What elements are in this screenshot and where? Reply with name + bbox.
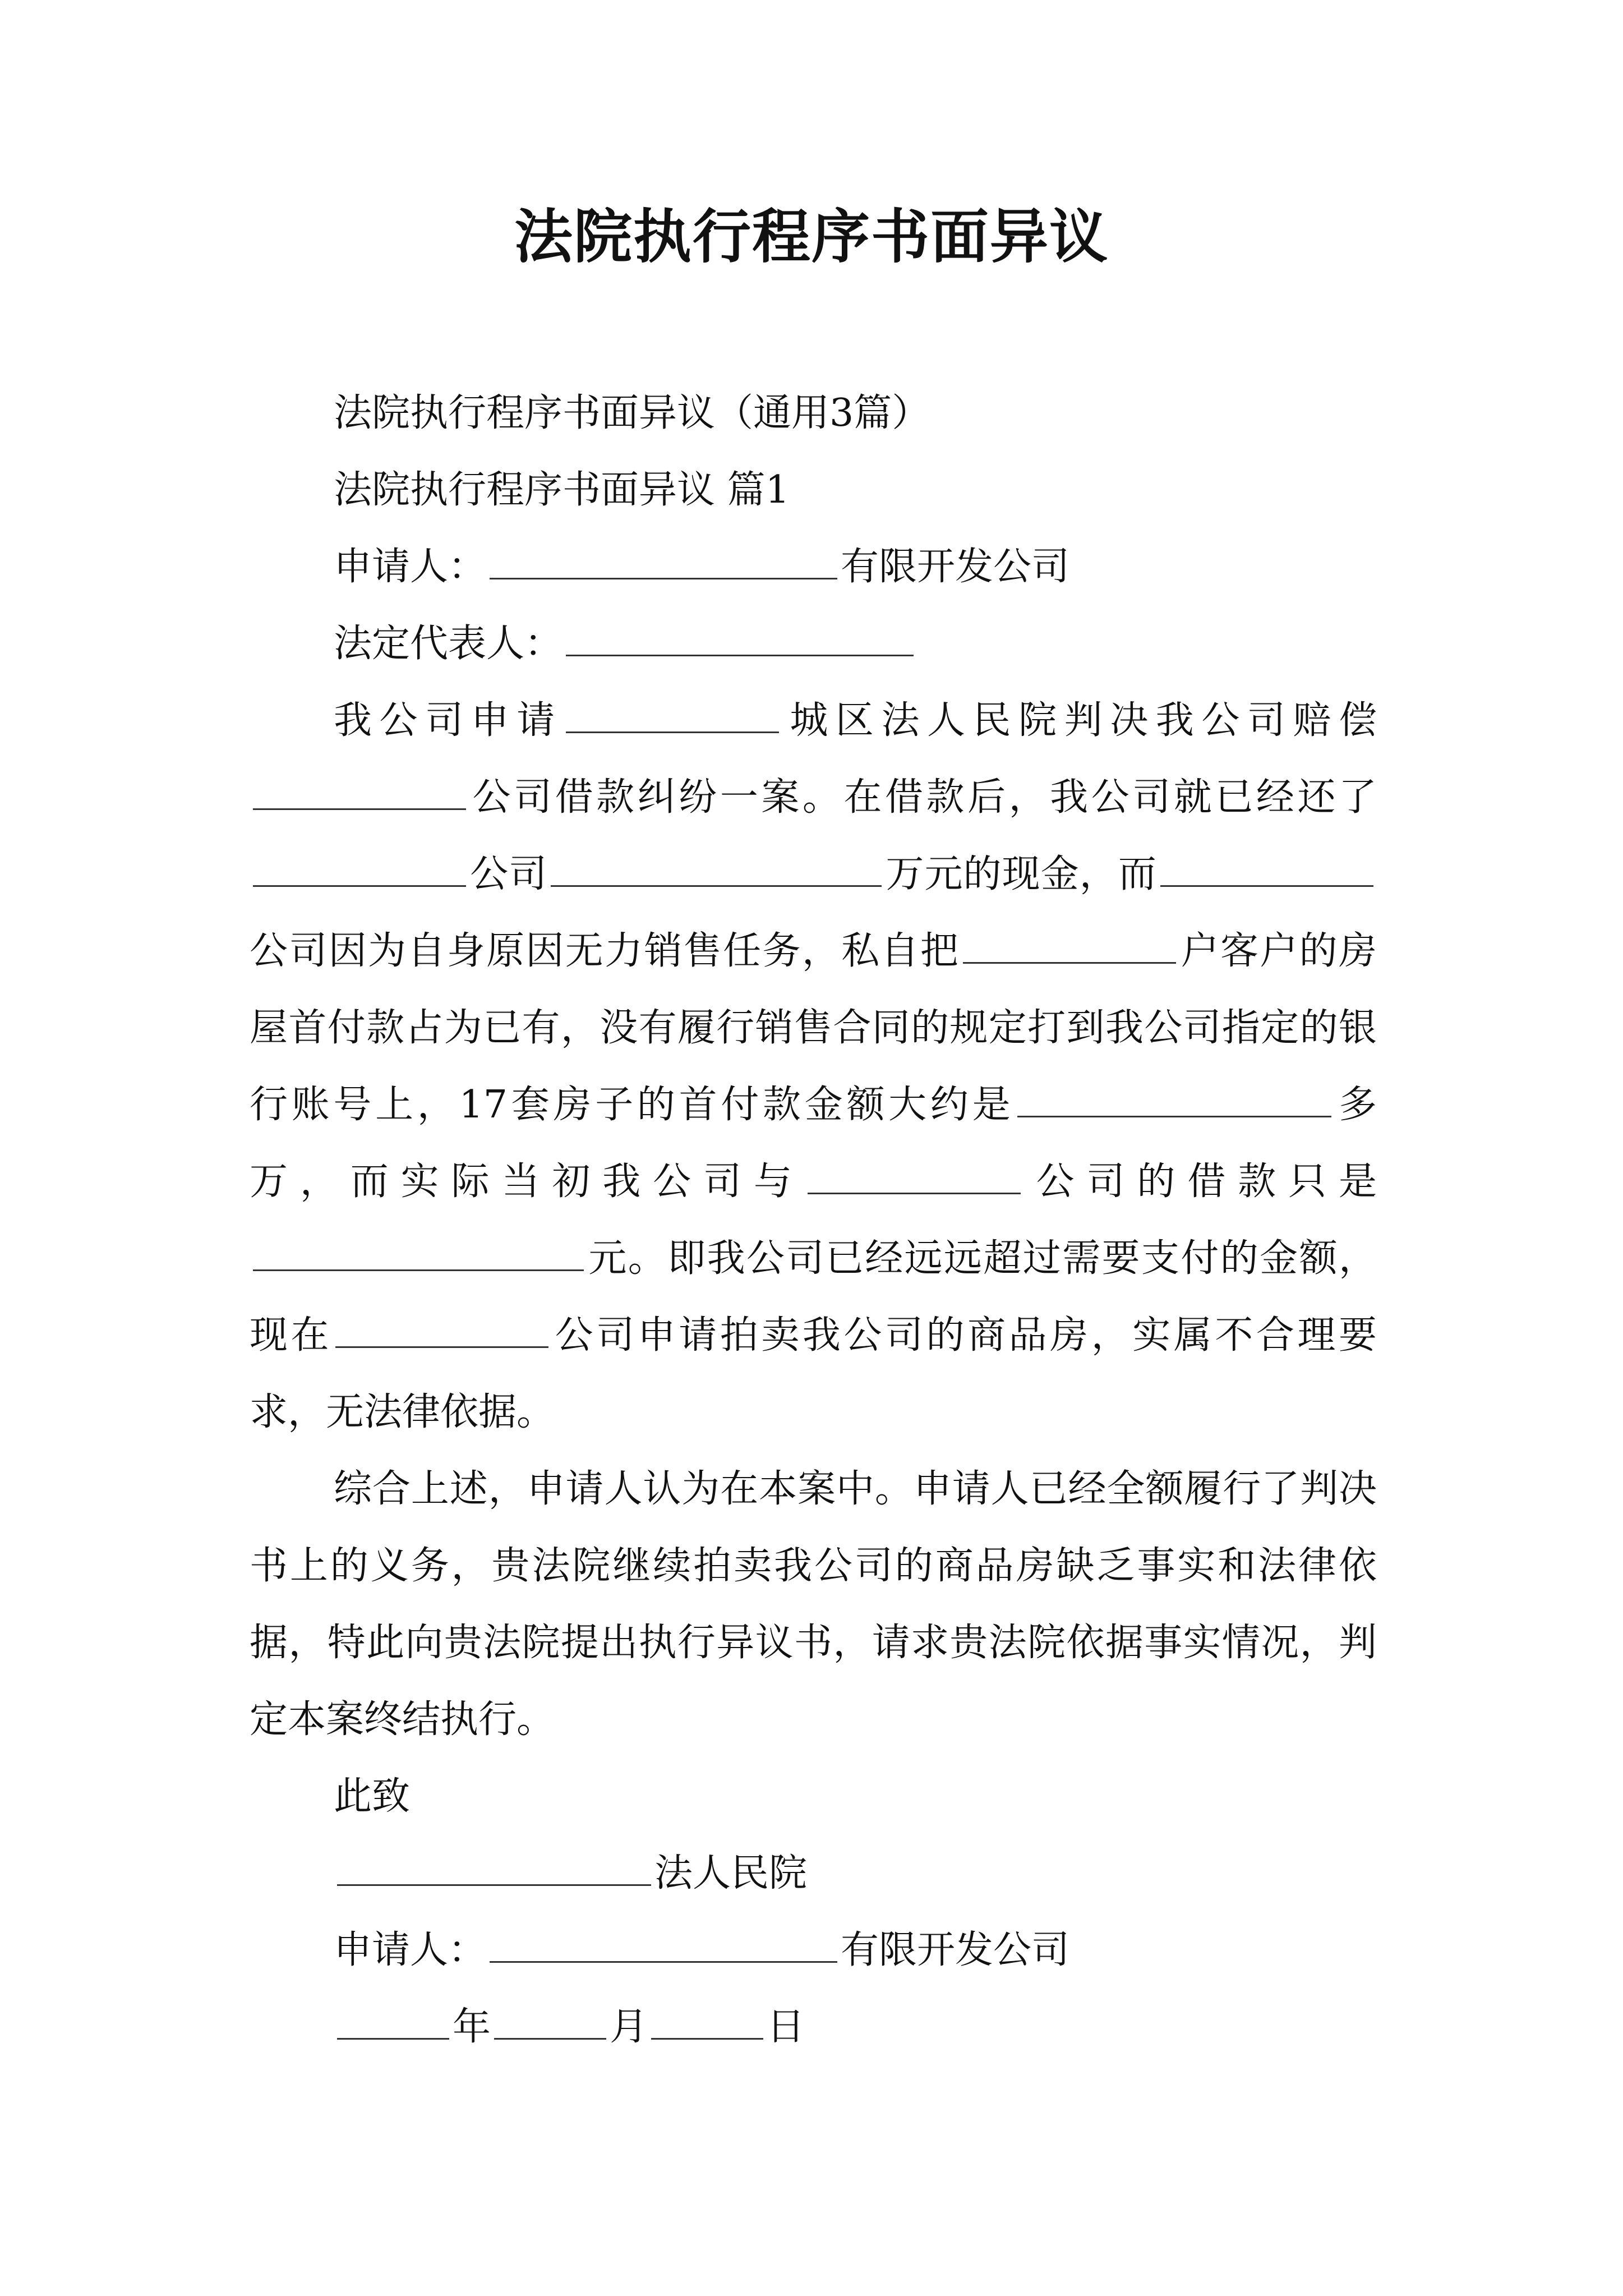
part-heading-text: 法院执行程序书面异议 篇1 bbox=[334, 468, 790, 512]
p1-blank-9 bbox=[253, 1237, 584, 1271]
year-blank bbox=[337, 2005, 449, 2040]
p1-segment-a: 我公司申请 bbox=[334, 698, 562, 743]
p1-blank-4 bbox=[551, 853, 882, 887]
part-heading bbox=[250, 452, 1377, 528]
p1-segment-e: 万元的现金，而 bbox=[885, 852, 1157, 896]
applicant-signature-line bbox=[250, 1912, 1377, 1989]
applicant-suffix: 有限开发公司 bbox=[841, 545, 1070, 589]
p1-blank-1 bbox=[566, 699, 779, 733]
p1-blank-6 bbox=[963, 930, 1176, 964]
applicant-line bbox=[250, 528, 1377, 605]
date-day-label: 日 bbox=[767, 2005, 805, 2049]
closing-text: 此致 bbox=[334, 1774, 411, 1819]
applicant-blank bbox=[490, 545, 837, 579]
court-blank bbox=[337, 1852, 651, 1886]
p1-segment-c: 公司借款纠纷一案。在借款后，我公司就已经还了 bbox=[469, 775, 1377, 820]
paragraph-2: 综合上述，申请人认为在本案中。申请人已经全额履行了判决书上的义务，贵法院继续拍卖我公司的商品房缺乏事实和法律依据，特此向贵法院提出执行异议书，请求贵法院依据事实情况，判定本案终结执行。 bbox=[250, 1467, 1377, 1742]
p1-segment-i: 公司的借款只是 bbox=[1023, 1159, 1377, 1204]
p1-blank-2 bbox=[253, 776, 466, 810]
p1-segment-h: 多万，而实际当初我公司与 bbox=[250, 1083, 1377, 1204]
court-line bbox=[250, 1835, 1377, 1912]
applicant-label-2: 申请人： bbox=[334, 1928, 487, 1972]
p1-segment-d: 公司 bbox=[469, 852, 548, 896]
court-suffix: 法人民院 bbox=[654, 1851, 808, 1895]
p1-blank-3 bbox=[253, 853, 466, 887]
p1-blank-7 bbox=[1017, 1083, 1331, 1117]
p1-blank-8 bbox=[808, 1160, 1021, 1194]
legal-rep-blank bbox=[566, 622, 914, 656]
month-blank bbox=[494, 2005, 606, 2040]
date-line bbox=[250, 1989, 1377, 2065]
p1-segment-f: 公司因为自身原因无力销售任务，私自把 bbox=[250, 929, 960, 973]
document-subtitle bbox=[250, 375, 1377, 452]
document-body bbox=[250, 375, 1377, 2065]
document-title: 法院执行程序书面异议 bbox=[514, 202, 1109, 271]
subtitle-text: 法院执行程序书面异议（通用3篇） bbox=[334, 391, 930, 435]
day-blank bbox=[651, 2005, 763, 2040]
p1-segment-j: 元。即我公司已经远远超过需要支付的金额，现在 bbox=[250, 1236, 1377, 1358]
p1-segment-k: 公司申请拍卖我公司的商品房，实属不合理要求，无法律依据。 bbox=[250, 1313, 1377, 1434]
p1-segment-g: 户客户的房屋首付款占为已有，没有履行销售合同的规定打到我公司指定的银行账号上，17套房子的首付款金额大约是 bbox=[250, 929, 1377, 1127]
applicant-label: 申请人： bbox=[334, 545, 487, 589]
applicant-blank-2 bbox=[490, 1929, 837, 1963]
legal-rep-label: 法定代表人： bbox=[334, 622, 563, 666]
p1-blank-10 bbox=[335, 1314, 548, 1348]
date-month-label: 月 bbox=[610, 2005, 648, 2049]
legal-rep-line bbox=[250, 605, 1377, 682]
closing-line bbox=[250, 1758, 1377, 1835]
p1-blank-5 bbox=[1160, 853, 1373, 887]
date-year-label: 年 bbox=[453, 2005, 491, 2049]
applicant-suffix-2: 有限开发公司 bbox=[841, 1928, 1070, 1972]
p1-segment-b: 城区法人民院判决我公司赔偿 bbox=[782, 698, 1377, 743]
paragraph-1 bbox=[250, 682, 1377, 1451]
